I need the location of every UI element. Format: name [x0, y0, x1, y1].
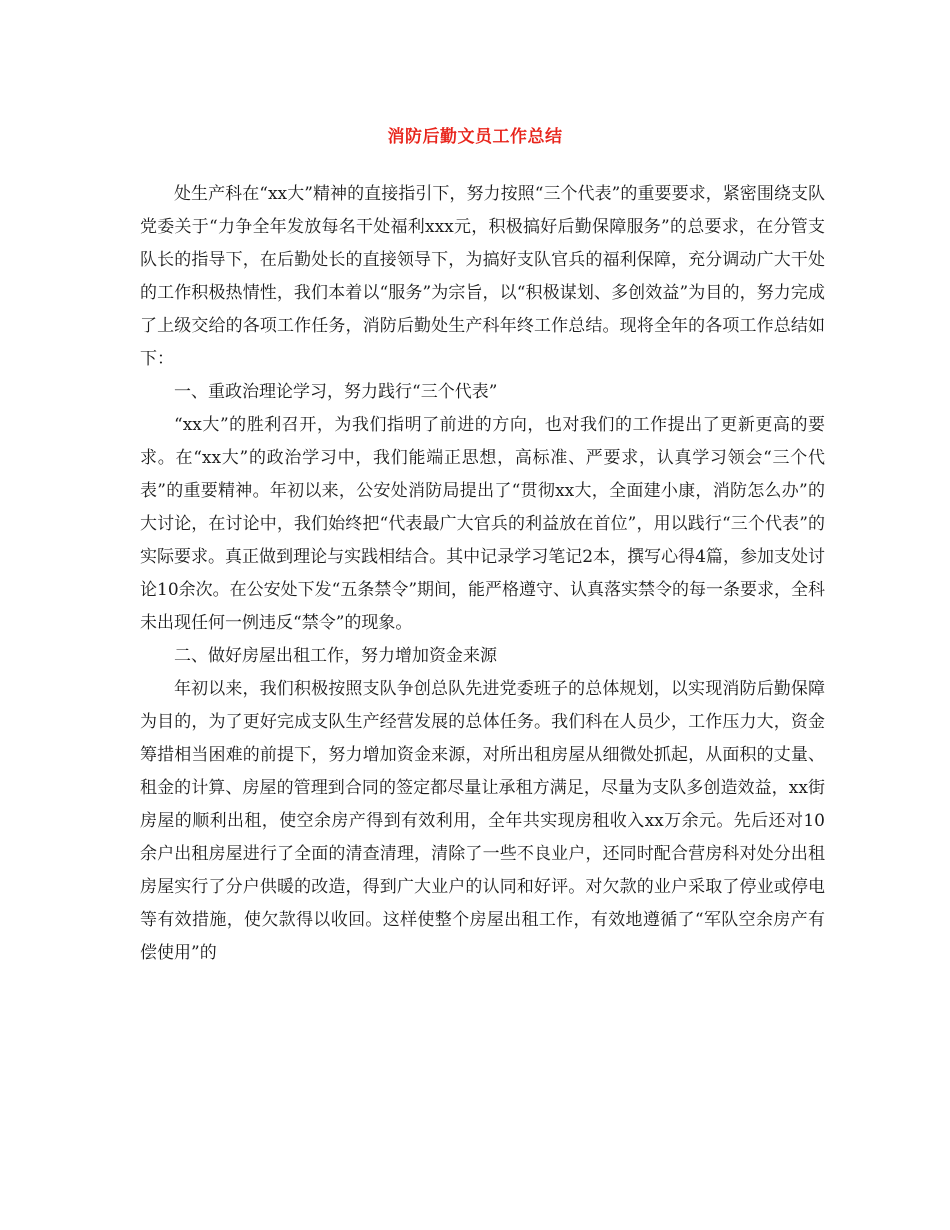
section-heading-1: 一、重政治理论学习，努力践行“三个代表” [174, 382, 498, 402]
document-title: 消防后勤文员工作总结 [387, 127, 563, 147]
section-heading-2: 二、做好房屋出租工作，努力增加资金来源 [174, 646, 497, 666]
paragraph-section-2: 年初以来，我们积极按照支队争创总队先进党委班子的总体规划，以实现消防后勤保障为目的，为了更好完成支队生产经营发展的总体任务。我们科在人员少，工作压力大，资金筹措相当困难的前提下，努力增加资金来源，对所出租房屋从细微处抓起，从面积的丈量、租金的计算、房屋的管理到合同的签定都尽量让承租方满足，尽量为支队多创造效益，xx街房屋的顺利出租，使空余房产得到有效利用，全年共实现房租收入xx万余元。先后还对10余户出租房屋进行了全面的清查清理，清除了一些不良业户，还同时配合营房科对处分出租房屋实行了分户供暖的改造，得到广大业户的认同和好评。对欠款的业户采取了停业或停电等有效措施，使欠款得以收回。这样使整个房屋出租工作，有效地遵循了“军队空余房产有偿使用”的 [140, 679, 825, 963]
document-body [140, 178, 825, 970]
paragraph-section-1: “xx大”的胜利召开，为我们指明了前进的方向，也对我们的工作提出了更新更高的要求。在“xx大”的政治学习中，我们能端正思想，高标准、严要求，认真学习领会“三个代表”的重要精神。年初以来，公安处消防局提出了“贯彻xx大，全面建小康，消防怎么办”的大讨论，在讨论中，我们始终把“代表最广大官兵的利益放在首位”，用以践行“三个代表”的实际要求。真正做到理论与实践相结合。其中记录学习笔记2本，撰写心得4篇，参加支处讨论10余次。在公安处下发“五条禁令”期间，能严格遵守、认真落实禁令的每一条要求，全科未出现任何一例违反“禁令”的现象。 [140, 415, 826, 633]
paragraph-intro: 处生产科在“xx大”精神的直接指引下，努力按照“三个代表”的重要要求，紧密围绕支队党委关于“力争全年发放每名干处福利xxx元，积极搞好后勤保障服务”的总要求，在分管支队长的指导下，在后勤处长的直接领导下，为搞好支队官兵的福利保障，充分调动广大干处的工作积极热情性，我们本着以“服务”为宗旨，以“积极谋划、多创效益”为目的，努力完成了上级交给的各项工作任务，消防后勤处生产科年终工作总结。现将全年的各项工作总结如下： [140, 184, 825, 369]
